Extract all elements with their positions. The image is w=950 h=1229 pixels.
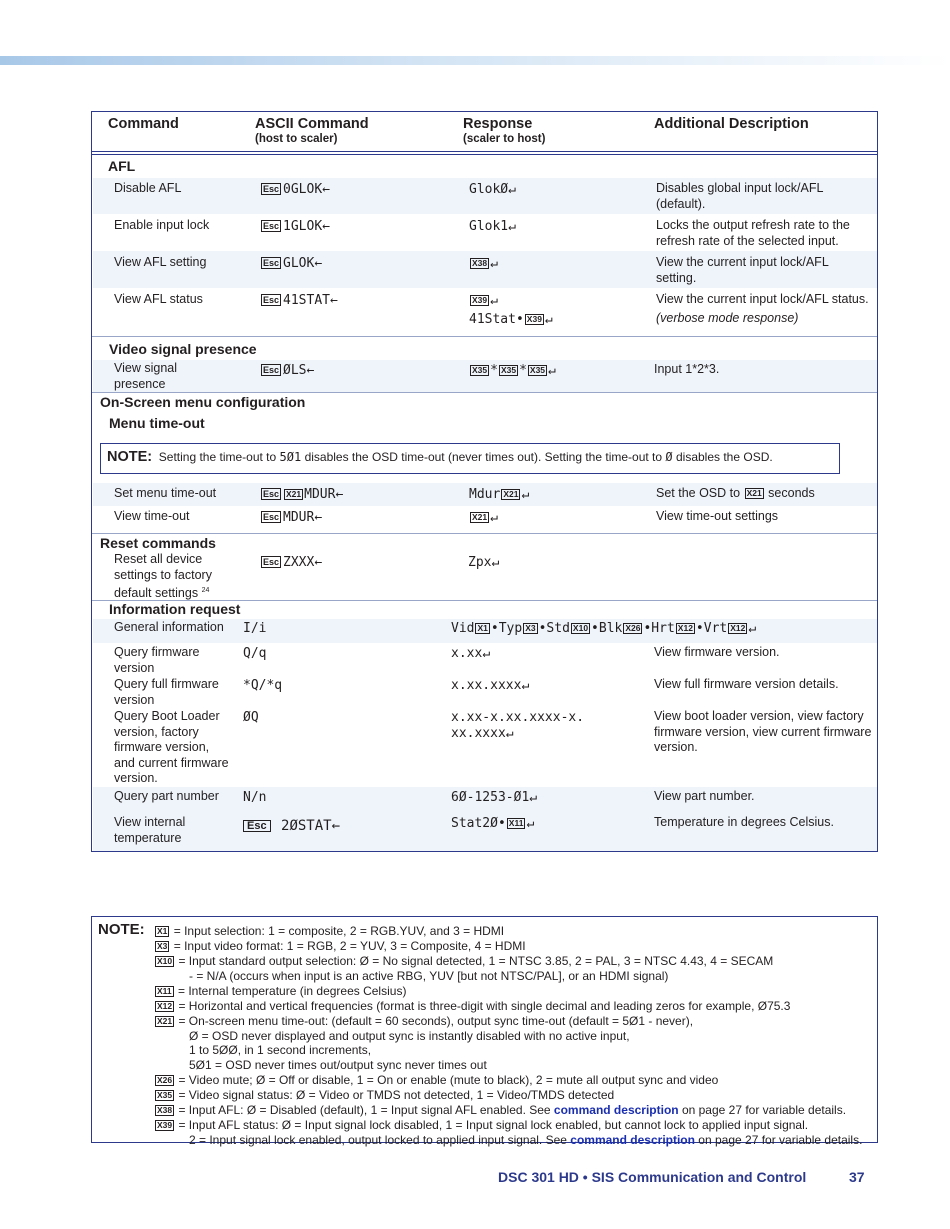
note-text: Ø = OSD never displayed and output sync is instantly disabled with no active input, <box>189 1029 630 1043</box>
section-video-signal: Video signal presence <box>109 341 257 357</box>
note-line <box>154 924 504 938</box>
note-text: = Input AFL status: Ø = Input signal lock disabled, 1 = Input signal lock enabled, but cannot lock to applied input signal. <box>175 1118 809 1132</box>
resp-disable-afl: GlokØ↵ <box>469 182 516 197</box>
variable-key: X1 <box>157 926 168 936</box>
ascii-disable-afl: Esc 0GLOK← <box>263 182 330 197</box>
desc-verbose-mode: (verbose mode response) <box>656 311 799 325</box>
desc-view-timeout: View time-out settings <box>656 509 779 523</box>
desc-query-boot-loader: View boot loader version, view factory firmware version, view current firmware version. <box>654 709 872 754</box>
resp-query-boot-loader: x.xx-x.xx.xxxx-x. xx.xxxx↵ <box>451 710 585 741</box>
note-line <box>189 1029 630 1043</box>
divider <box>92 533 877 534</box>
divider <box>92 392 877 393</box>
note-line <box>154 984 406 998</box>
osd-note-text1: Setting the time-out to <box>158 450 277 464</box>
col-header-response: Response <box>463 116 533 132</box>
note-text: 2 = Input signal lock enabled, output locked to applied input signal. See <box>189 1133 571 1147</box>
variable-key: X38 <box>157 1105 173 1115</box>
note-text-tail: on page 27 for variable details. <box>678 1103 847 1117</box>
ascii-reset-all: Esc ZXXX← <box>263 555 323 570</box>
osd-note-box <box>100 443 840 474</box>
cmd-query-full-firmware: Query full firmware version <box>114 677 219 707</box>
osd-note-value: 5Ø1 <box>279 450 302 464</box>
col-header-ascii-sub: (host to scaler) <box>255 133 338 145</box>
resp-view-timeout: X21 ↵ <box>472 510 498 525</box>
note-line <box>154 954 773 968</box>
resp-general-info: Vid X1 •Typ X3 •Std X10 •Blk X26 •Hrt X12 •Vrt X12 ↵ <box>451 621 757 636</box>
header-divider <box>92 151 877 152</box>
note-line <box>189 1058 487 1072</box>
desc-disable-afl: Disables global input lock/AFL (default). <box>656 181 824 211</box>
cmd-set-menu-timeout: Set menu time-out <box>114 486 217 500</box>
desc-view-afl-setting: View the current input lock/AFL setting. <box>656 255 829 285</box>
section-menu-timeout: Menu time-out <box>109 415 205 431</box>
esc-key: Esc <box>263 184 280 194</box>
resp-view-signal-presence: X35 * X35 * X35 ↵ <box>472 363 556 378</box>
ascii-set-menu-timeout: Esc X21 MDUR← <box>263 487 344 502</box>
cmd-query-boot-loader: Query Boot Loader version, factory firmware version, and current firmware version. <box>114 709 229 785</box>
desc-view-internal-temperature: Temperature in degrees Celsius. <box>654 815 834 829</box>
note-text-tail: on page 27 for variable details. <box>694 1133 863 1147</box>
cmd-enable-input-lock: Enable input lock <box>114 218 210 232</box>
variable-key: X39 <box>157 1120 173 1130</box>
cmd-query-part-number: Query part number <box>114 789 219 803</box>
desc-enable-input-lock: Locks the output refresh rate to the refresh rate of the selected input. <box>656 218 850 248</box>
section-afl: AFL <box>108 158 136 174</box>
variable-key: X11 <box>157 986 172 996</box>
resp-view-afl-setting: X38 ↵ <box>472 256 498 271</box>
divider <box>92 336 877 337</box>
command-description-link[interactable]: command description <box>570 1133 695 1147</box>
desc-query-firmware: View firmware version. <box>654 645 780 659</box>
ascii-view-timeout: Esc MDUR← <box>263 510 323 525</box>
command-table <box>91 111 878 852</box>
resp-reset-all: Zpx↵ <box>468 555 500 570</box>
desc-view-signal-presence: Input 1*2*3. <box>654 362 720 376</box>
resp-enable-input-lock: Glok1↵ <box>469 219 516 234</box>
variables-note-box <box>91 916 878 1147</box>
desc-query-full-firmware: View full firmware version details. <box>654 677 839 691</box>
note-line <box>154 1103 846 1117</box>
osd-note-text3: disables the OSD. <box>675 450 773 464</box>
note-line <box>189 969 668 983</box>
variable-key: X21 <box>157 1016 173 1026</box>
osd-note-text2: disables the OSD time-out (never times out). Setting the time-out to <box>304 450 663 464</box>
header-divider-2 <box>92 154 877 155</box>
cmd-view-internal-temperature: View internal temperature <box>114 815 186 845</box>
command-description-link[interactable]: command description <box>553 1103 679 1117</box>
cmd-view-afl-setting: View AFL setting <box>114 255 207 269</box>
top-gradient-bar <box>0 56 950 65</box>
note-text: = Internal temperature (in degrees Celsius) <box>174 984 407 998</box>
col-header-ascii: ASCII Command <box>255 116 369 132</box>
cmd-disable-afl: Disable AFL <box>114 181 182 195</box>
col-header-description: Additional Description <box>654 116 809 132</box>
note-text: = Horizontal and vertical frequencies (format is three-digit with single decimal and leading zeros for example, Ø75.3 <box>175 999 791 1013</box>
ascii-query-part-number: N/n <box>243 790 267 805</box>
variable-key: X12 <box>157 1001 173 1011</box>
ascii-query-full-firmware: *Q/*q <box>243 678 283 693</box>
cmd-view-timeout: View time-out <box>114 509 190 523</box>
cmd-view-afl-status: View AFL status <box>114 292 203 306</box>
resp-view-afl-status-verbose: 41Stat• X39 ↵ <box>469 312 553 327</box>
variable-key: X3 <box>157 941 168 951</box>
note-text: = Video mute; Ø = Off or disable, 1 = On or enable (mute to black), 2 = mute all output sync and video <box>175 1073 719 1087</box>
ascii-enable-input-lock: Esc 1GLOK← <box>263 219 330 234</box>
ascii-general-info: I/i <box>243 621 267 636</box>
note-text: = Input video format: 1 = RGB, 2 = YUV, 3 = Composite, 4 = HDMI <box>170 939 526 953</box>
note-line <box>154 1118 808 1132</box>
col-header-response-sub: (scaler to host) <box>463 133 546 145</box>
resp-view-internal-temperature: Stat2Ø• X11 ↵ <box>451 816 535 831</box>
variables-note-label: NOTE: <box>98 921 145 938</box>
note-line <box>189 1043 371 1057</box>
note-text: 5Ø1 = OSD never times out/output sync never times out <box>189 1058 487 1072</box>
cmd-view-signal-presence: View signal presence <box>114 361 178 391</box>
footer-page-number: 37 <box>849 1169 865 1185</box>
note-line <box>154 999 790 1013</box>
note-text: - = N/A (occurs when input is an active RBG, YUV [but not NTSC/PAL], or an HDMI signal) <box>189 969 669 983</box>
note-text: = Input AFL: Ø = Disabled (default), 1 = Input signal AFL enabled. See <box>175 1103 554 1117</box>
col-header-command: Command <box>108 116 179 132</box>
section-osd: On-Screen menu configuration <box>100 394 306 410</box>
cmd-general-info: General information <box>114 620 224 634</box>
note-text: = Video signal status: Ø = Video or TMDS not detected, 1 = Video/TMDS detected <box>175 1088 615 1102</box>
cmd-query-firmware: Query firmware version <box>114 645 200 675</box>
section-info: Information request <box>109 601 241 617</box>
resp-query-firmware: x.xx↵ <box>451 646 491 661</box>
cmd-reset-all: Reset all device settings to factory default settings $^{24}$ <box>114 552 212 601</box>
note-text: = Input selection: 1 = composite, 2 = RGB.YUV, and 3 = HDMI <box>170 924 505 938</box>
ascii-view-internal-temperature: Esc 2ØSTAT← <box>243 818 340 834</box>
desc-view-afl-status: View the current input lock/AFL status. <box>656 292 869 306</box>
desc-query-part-number: View part number. <box>654 789 755 803</box>
note-text: 1 to 5ØØ, in 1 second increments, <box>189 1043 372 1057</box>
resp-query-part-number: 6Ø-1253-Ø1↵ <box>451 790 538 805</box>
ascii-query-boot-loader: ØQ <box>243 710 259 725</box>
note-text: = Input standard output selection: Ø = No signal detected, 1 = NTSC 3.85, 2 = PAL, 3 = NTSC 4.43, 4 = SECAM <box>175 954 774 968</box>
note-line <box>189 1133 862 1147</box>
resp-view-afl-status: X39 ↵ <box>472 293 498 308</box>
variable-key: X10 <box>157 956 173 966</box>
ascii-view-afl-status: Esc 41STAT← <box>263 293 338 308</box>
note-line <box>154 939 526 953</box>
ascii-view-afl-setting: Esc GLOK← <box>263 256 323 271</box>
variable-key: X35 <box>157 1090 173 1100</box>
note-text: = On-screen menu time-out: (default = 60 seconds), output sync time-out (default = 5Ø1 - never), <box>175 1014 694 1028</box>
resp-set-menu-timeout: Mdur X21 ↵ <box>469 487 530 502</box>
resp-query-full-firmware: x.xx.xxxx↵ <box>451 678 530 693</box>
note-line <box>154 1014 693 1028</box>
footer-title: DSC 301 HD • SIS Communication and Control <box>498 1169 807 1185</box>
section-reset: Reset commands <box>100 535 216 551</box>
desc-set-menu-timeout: Set the OSD to X21 seconds <box>656 486 815 500</box>
note-line <box>154 1088 614 1102</box>
note-line <box>154 1073 718 1087</box>
osd-note-value2: Ø <box>665 450 673 464</box>
osd-note-label: NOTE: <box>107 449 153 465</box>
variable-key: X26 <box>157 1075 173 1085</box>
ascii-view-signal-presence: Esc ØLS← <box>263 363 315 378</box>
ascii-query-firmware: Q/q <box>243 646 267 661</box>
